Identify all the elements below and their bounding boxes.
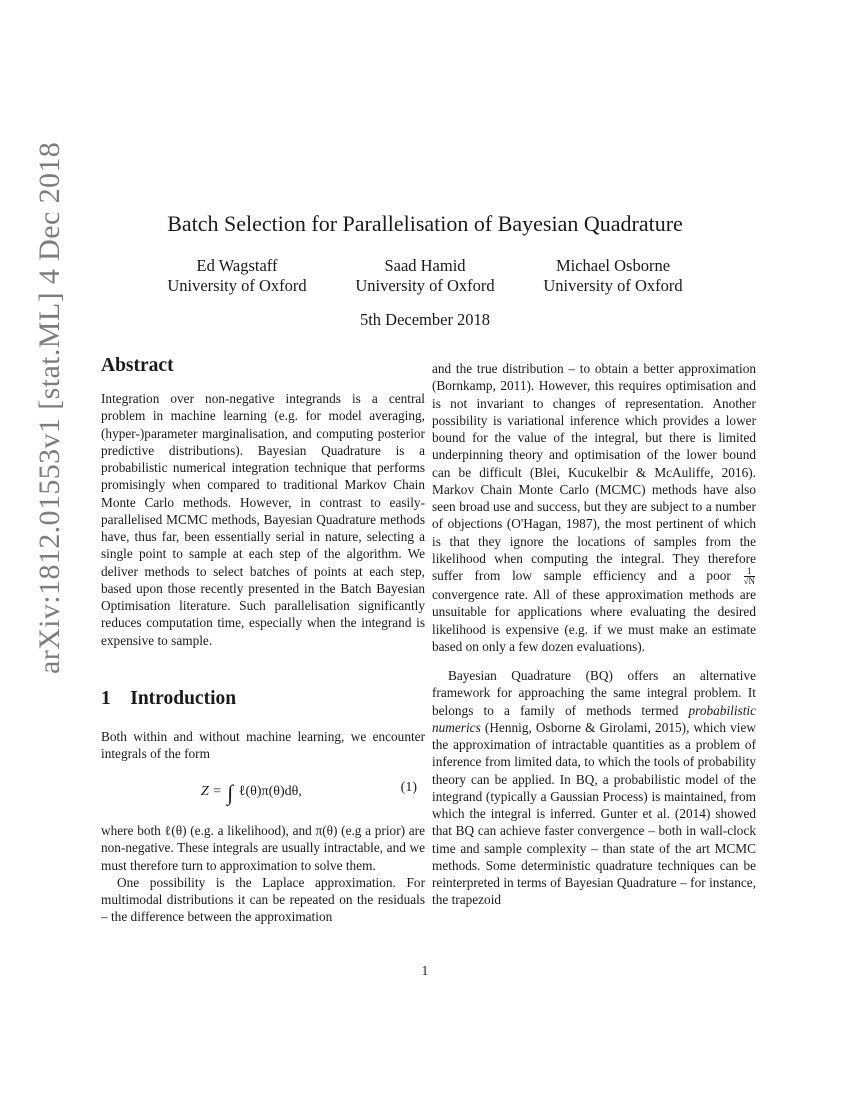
fraction-denominator: √N	[743, 576, 755, 586]
fraction-numerator: 1	[744, 567, 755, 577]
page-number: 1	[421, 963, 429, 978]
author-name: Ed Wagstaff	[196, 256, 278, 275]
paper-title: Batch Selection for Parallelisation of Bayesian Quadrature	[167, 211, 683, 236]
equation-lhs: Z =	[201, 784, 222, 799]
integral-symbol: ∫	[227, 780, 234, 805]
right-para-1-text: and the true distribution – to obtain a better approximation (Bornkamp, 2011). However, this requires optimisation and is not invariant to changes of representation. Another possibility is variational inference which provides a lower bound for the value of the integral, but there is limited underpinning theory and optimisation of the lower bound can be difficult (Blei, Kucukelbir & McAuliffe, 2016). Markov Chain Monte Carlo (MCMC) methods have also seen broad use and success, but they are subject to a number of objections (O'Hagan, 1987), the most pertinent of which is that they ignore the locations of samples from the likelihood when computing the integral. They therefore suffer from low sample efficiency and a poor	[432, 361, 756, 583]
equation-body	[201, 780, 302, 806]
author-block	[513, 256, 713, 296]
right-para-2-text-cont: (Hennig, Osborne & Girolami, 2015), which view the approximation of intractable quantities as a problem of inference from limited data, to which the tools of probability theory can be applied. In BQ, a probabilistic model of the integrand (typically a Gaussian Process) is maintained, from which the integral is inferred. Gunter et al. (2014) showed that BQ can achieve faster convergence – both in wall-clock time and sample complexity – than state of the art MCMC methods. Some deterministic quadrature techniques can be reinterpreted in terms of Bayesian Quadrature – for instance, the trapezoid	[432, 719, 756, 908]
section-heading-introduction	[101, 687, 236, 711]
paper-date: 5th December 2018	[359, 310, 491, 329]
equation-integrand: ℓ(θ)π(θ)dθ,	[238, 784, 302, 799]
right-para-1	[432, 360, 756, 655]
abstract-text: Integration over non-negative integrands is a central problem in machine learning (e.g. for model averaging, (hyper-)parameter marginalisation, and computing posterior predictive distributions). Bayesian Quadrature is a probabilistic numerical integration technique that performs promisingly when compared to traditional Markov Chain Monte Carlo methods. However, in contrast to easily-parallelised MCMC methods, Bayesian Quadrature methods have, thus far, been essentially serial in nature, selecting a single point to sample at each step of the algorithm. We deliver methods to select batches of points at each step, based upon those recently presented in the Batch Bayesian Optimisation literature. Such parallelisation significantly reduces computation time, especially when the integrand is expensive to sample.	[101, 391, 425, 648]
author-name: Michael Osborne	[555, 256, 671, 275]
section-number: 1	[101, 688, 111, 709]
right-column	[432, 360, 756, 909]
intro-para-3: One possibility is the Laplace approximation. For multimodal distributions it can be repeated on the residuals – the difference between the approximation	[101, 874, 425, 925]
author-affiliation: University of Oxford	[543, 276, 683, 295]
right-para-1-text-cont: convergence rate. All of these approximation methods are unsuitable for applications where evaluating the desired likelihood is expensive (e.g. if we must make an estimate based on only a few dozen evaluations).	[432, 587, 756, 654]
fraction-one-over-root-n	[744, 567, 755, 586]
arxiv-identifier: arXiv:1812.01553v1 [stat.ML] 4 Dec 2018	[33, 141, 66, 674]
intro-para-2: where both ℓ(θ) (e.g. a likelihood), and π(θ) (e.g a prior) are non-negative. These integrals are usually intractable, and we must therefore turn to approximation to solve them.	[101, 823, 425, 873]
section-title: Introduction	[130, 688, 237, 709]
author-affiliation: University of Oxford	[167, 276, 307, 295]
abstract-body	[101, 390, 425, 649]
intro-paragraph	[101, 822, 425, 926]
abstract-heading: Abstract	[101, 355, 174, 376]
right-para-2	[432, 667, 756, 909]
author-affiliation: University of Oxford	[355, 276, 495, 295]
author-name: Saad Hamid	[384, 256, 466, 275]
intro-paragraph	[101, 728, 425, 763]
right-para-2-text: Bayesian Quadrature (BQ) offers an alternative framework for approaching the same integral problem. It belongs to a family of methods termed	[432, 668, 756, 718]
author-block	[137, 256, 337, 296]
probabilistic-numerics-term: probabilistic numerics	[432, 702, 756, 735]
intro-para-1: Both within and without machine learning, we encounter integrals of the form	[101, 729, 425, 762]
author-block	[325, 256, 525, 296]
equation-number: (1)	[400, 780, 417, 795]
equation-1	[101, 778, 417, 804]
